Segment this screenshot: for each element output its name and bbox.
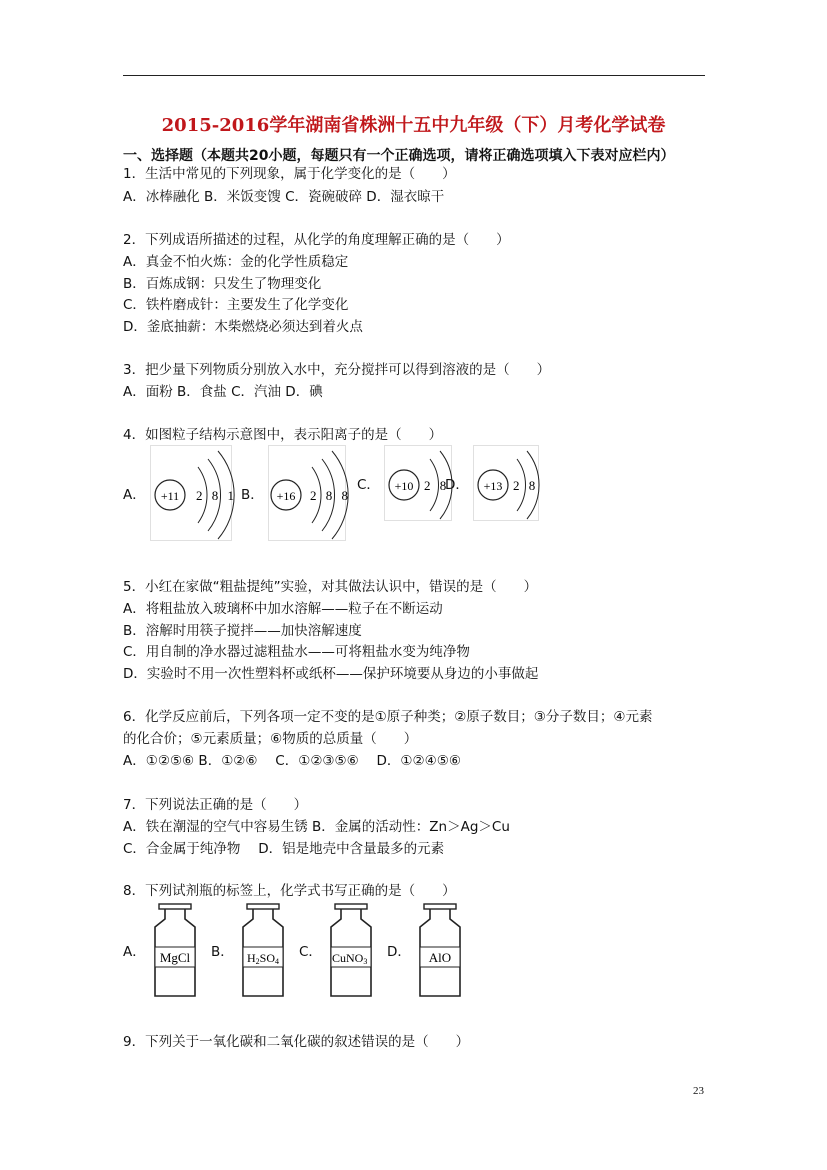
header-rule xyxy=(123,75,705,76)
electron-shells: 2 8 1 xyxy=(195,488,237,503)
question-6-stem-line2: 的化合价；⑤元素质量；⑥物质的总质量（ ） xyxy=(123,731,418,747)
question-5-option-d: D．实验时不用一次性塑料杯或纸杯——保护环境要从身边的小事做起 xyxy=(123,666,539,682)
question-8-bottles xyxy=(123,902,483,1002)
bottle-option-d xyxy=(387,902,463,998)
question-4-stem: 4．如图粒子结构示意图中，表示阳离子的是（ ） xyxy=(123,427,443,443)
question-2-stem: 2．下列成语所描述的过程，从化学的角度理解正确的是（ ） xyxy=(123,232,510,248)
bottle-option-b xyxy=(211,902,286,998)
question-8-stem: 8．下列试剂瓶的标签上，化学式书写正确的是（ ） xyxy=(123,883,456,899)
question-5-stem: 5．小红在家做“粗盐提纯”实验，对其做法认识中，错误的是（ ） xyxy=(123,579,538,595)
option-label: A． xyxy=(123,487,146,503)
option-label: A． xyxy=(123,944,146,960)
question-3-stem: 3．把少量下列物质分别放入水中，充分搅拌可以得到溶液的是（ ） xyxy=(123,362,551,378)
option-label: D． xyxy=(445,477,469,493)
question-1-options: A．冰棒融化 B．米饭变馊 C．瓷碗破碎 D．湿衣晾干 xyxy=(123,189,445,205)
option-label: C． xyxy=(299,944,322,960)
ion-diagram-b xyxy=(268,445,351,541)
nucleus-charge: +11 xyxy=(160,489,179,503)
electron-shells: 2 8 xyxy=(512,478,539,493)
ion-diagram-d xyxy=(473,445,539,521)
reagent-bottle-d-icon xyxy=(417,902,463,998)
question-3-options: A．面粉 B．食盐 C．汽油 D．碘 xyxy=(123,384,323,400)
nucleus-charge: +10 xyxy=(394,479,414,493)
option-label: B． xyxy=(241,487,264,503)
question-2-option-a: A．真金不怕火炼：金的化学性质稳定 xyxy=(123,254,349,270)
ion-option-d xyxy=(445,445,539,521)
nucleus-charge: +16 xyxy=(276,489,296,503)
option-label: D． xyxy=(387,944,411,960)
question-2-option-c: C．铁杵磨成针：主要发生了化学变化 xyxy=(123,297,349,313)
question-7-stem: 7．下列说法正确的是（ ） xyxy=(123,797,308,813)
question-5-option-b: B．溶解时用筷子搅拌——加快溶解速度 xyxy=(123,623,362,639)
nucleus-charge: +13 xyxy=(483,479,503,493)
question-2-option-d: D．釜底抽薪：木柴燃烧必须达到着火点 xyxy=(123,319,363,335)
question-7-options-line1: A．铁在潮湿的空气中容易生锈 B．金属的活动性：Zn＞Ag＞Cu xyxy=(123,819,510,835)
option-label: B． xyxy=(211,944,234,960)
bottle-option-c xyxy=(299,902,374,998)
bottle-label-formula: CuNO3 xyxy=(331,951,368,966)
question-2-option-b: B．百炼成钢：只发生了物理变化 xyxy=(123,276,322,292)
bottle-option-a xyxy=(123,902,198,998)
section-heading: 一、选择题（本题共20小题，每题只有一个正确选项，请将正确选项填入下表对应栏内） xyxy=(123,148,675,164)
electron-shells: 2 8 xyxy=(423,478,450,493)
ion-option-b xyxy=(241,445,351,541)
bottle-label-formula: H2SO4 xyxy=(246,951,279,966)
reagent-bottle-b-icon xyxy=(240,902,286,998)
exam-title: 2015-2016学年湖南省株洲十五中九年级（下）月考化学试卷 xyxy=(161,115,666,136)
question-6-stem-line1: 6．化学反应前后，下列各项一定不变的是①原子种类；②原子数目；③分子数目；④元素 xyxy=(123,709,653,725)
question-4-diagrams xyxy=(123,445,543,545)
page-number: 23 xyxy=(693,1085,704,1097)
ion-diagram-c xyxy=(384,445,452,521)
option-label: C． xyxy=(357,477,380,493)
question-6-options: A．①②⑤⑥ B．①②⑥ C．①②③⑤⑥ D．①②④⑤⑥ xyxy=(123,753,461,769)
electron-shells: 2 8 8 xyxy=(309,488,351,503)
question-1-stem: 1．生活中常见的下列现象，属于化学变化的是（ ） xyxy=(123,166,456,182)
question-9-stem: 9．下列关于一氧化碳和二氧化碳的叙述错误的是（ ） xyxy=(123,1034,470,1050)
ion-diagram-a xyxy=(150,445,237,541)
reagent-bottle-c-icon xyxy=(328,902,374,998)
ion-option-a xyxy=(123,445,237,541)
ion-option-c xyxy=(357,445,452,521)
question-7-options-line2: C．合金属于纯净物 D．铝是地壳中含量最多的元素 xyxy=(123,841,445,857)
bottle-label-formula: MgCl xyxy=(159,950,190,965)
question-5-option-c: C．用自制的净水器过滤粗盐水——可将粗盐水变为纯净物 xyxy=(123,644,470,660)
reagent-bottle-a-icon xyxy=(152,902,198,998)
bottle-label-formula: AlO xyxy=(428,950,452,965)
question-5-option-a: A．将粗盐放入玻璃杯中加水溶解——粒子在不断运动 xyxy=(123,601,443,617)
